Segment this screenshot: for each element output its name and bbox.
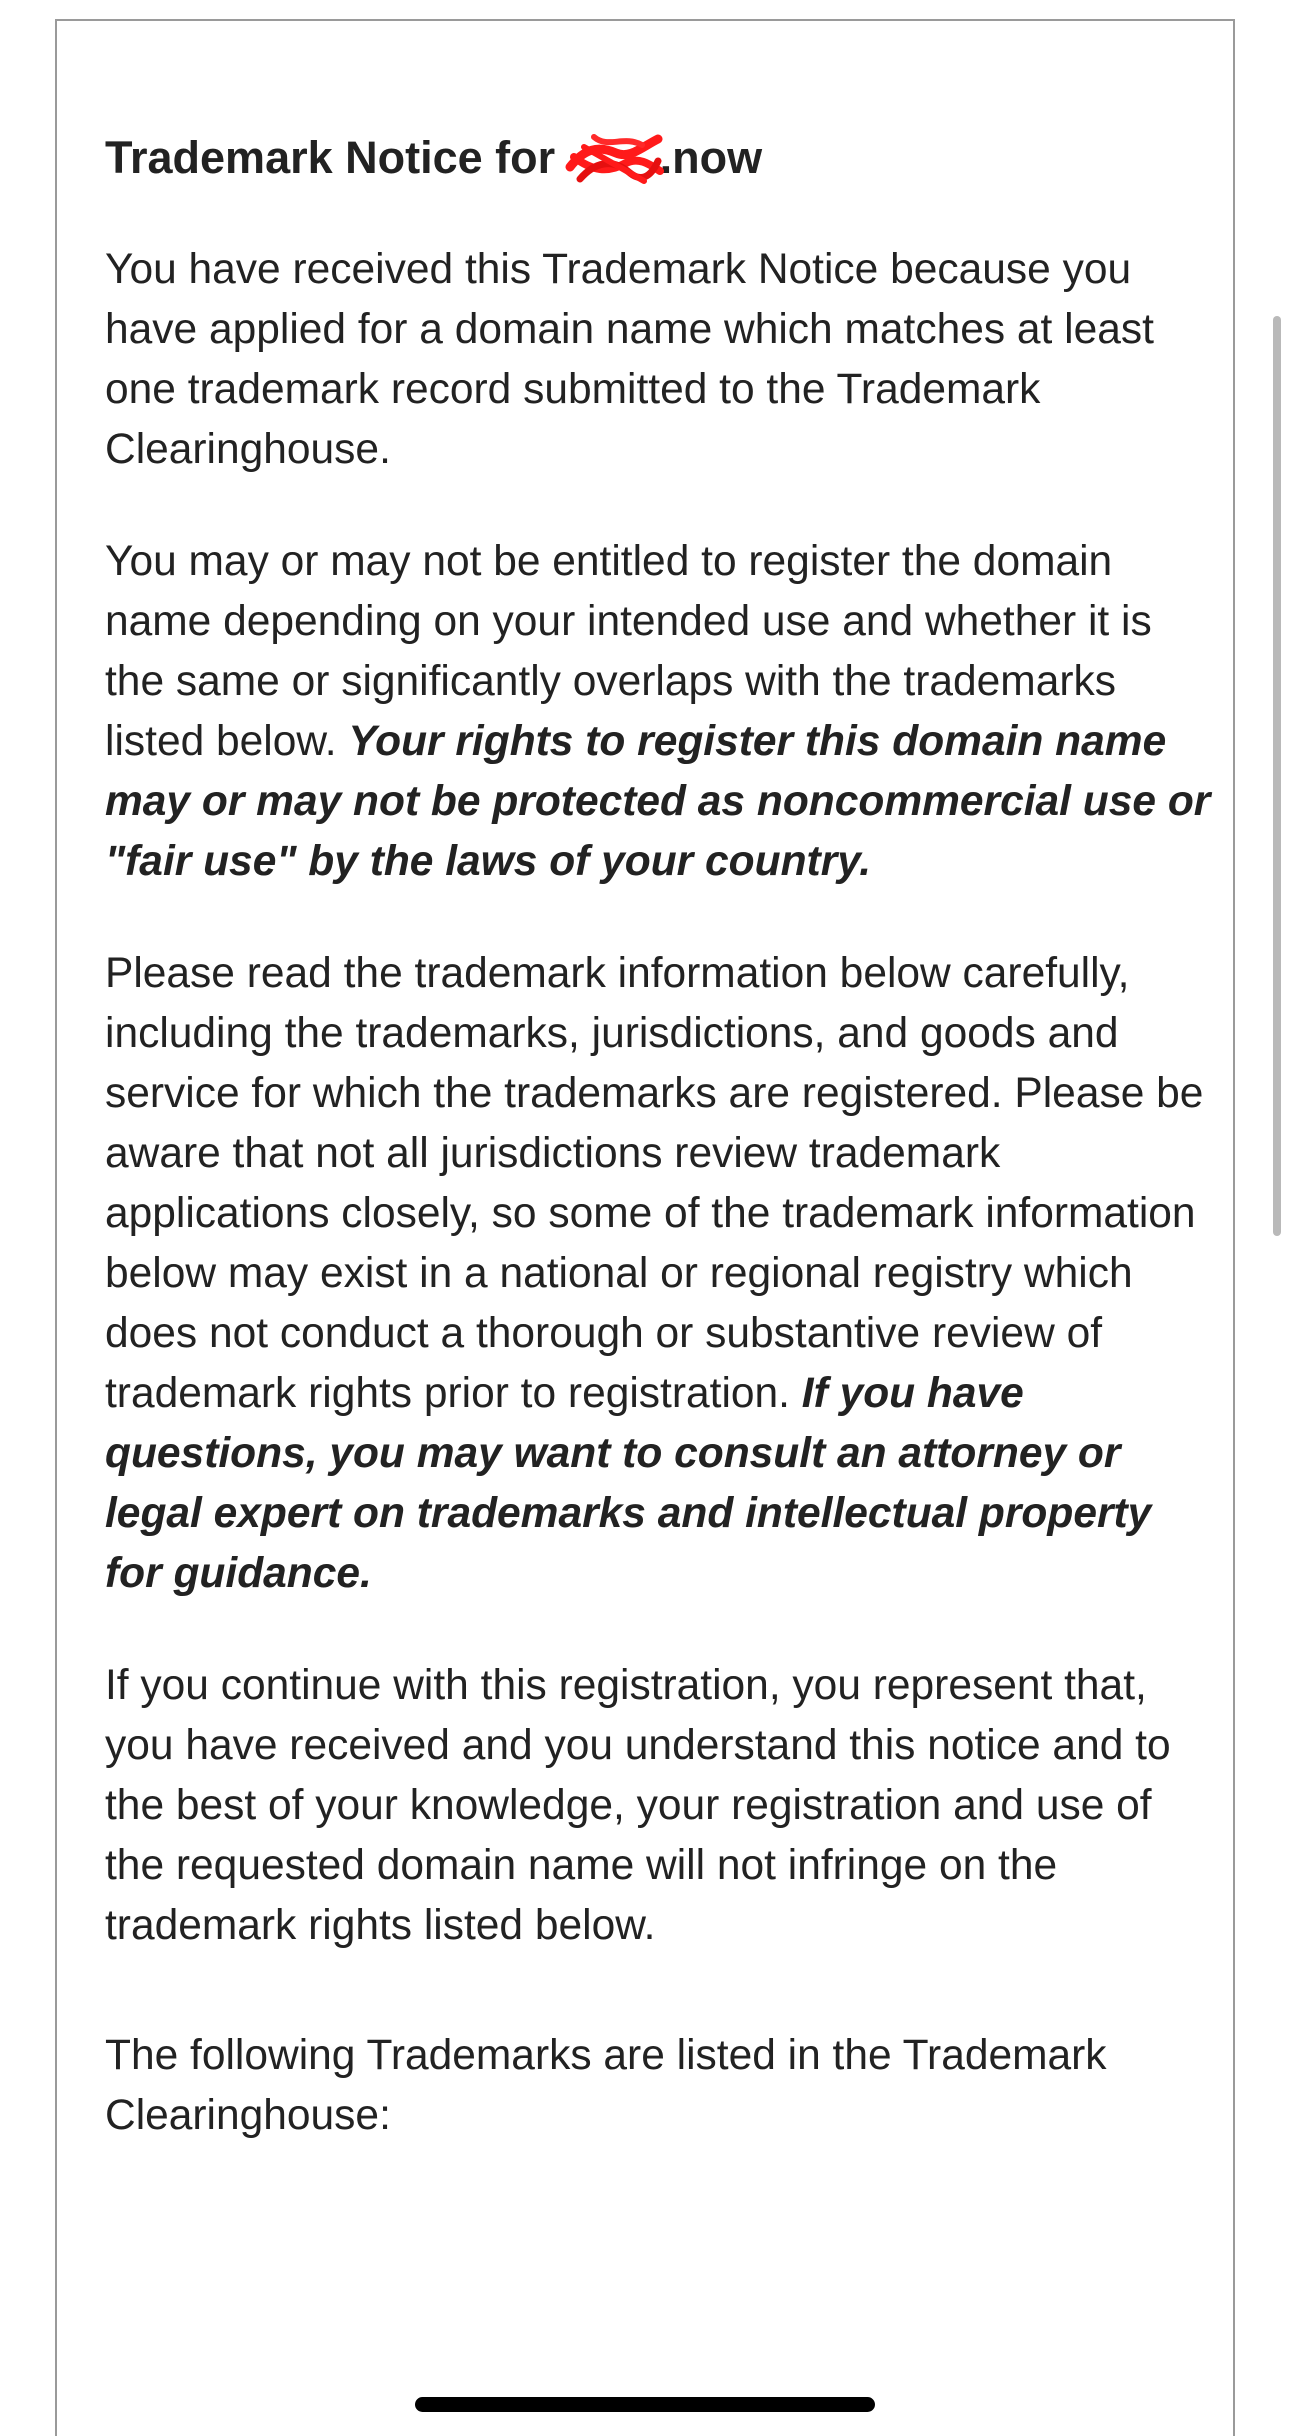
notice-paragraph-3-emphasis: If you have questions, you may want to consult an attorney or legal expert on trademarks and intellectual property for guidance. <box>105 1370 1152 1597</box>
notice-paragraph-2-text: You may or may not be entitled to register the domain name depending on your intended use and whether it is the same or significantly overlaps with the trademarks listed below. <box>105 538 1152 765</box>
notice-paragraph-3-text: Please read the trademark information below carefully, including the trademarks, jurisdictions, and goods and service for which the trademarks are registered. Please be aware that not all jurisdictions review trademark applications closely, so some of the trademark information below may exist in a national or regional registry which does not conduct a thorough or substantive review of trademark rights prior to registration. <box>105 950 1204 1417</box>
notice-content <box>105 131 1215 2198</box>
vertical-scrollbar[interactable] <box>1273 316 1281 1236</box>
trademark-notice-card <box>55 19 1235 2436</box>
notice-paragraph-5: The following Trademarks are listed in the Trademark Clearinghouse: <box>105 2032 1107 2139</box>
notice-title-prefix: Trademark Notice for <box>105 132 568 183</box>
notice-title-suffix: .now <box>659 132 763 183</box>
notice-title <box>105 131 1215 185</box>
notice-paragraph-2 <box>105 532 1215 892</box>
notice-paragraph-3 <box>105 944 1215 1604</box>
home-indicator[interactable] <box>415 2397 875 2412</box>
notice-paragraph-2-emphasis: Your rights to register this domain name may or may not be protected as noncommercial use or "fair use" by the laws of your country. <box>105 718 1211 885</box>
notice-paragraph-4: If you continue with this registration, you represent that, you have received and you understand this notice and to the best of your knowledge, your registration and use of the requested domain name will not infringe on the trademark rights listed below. <box>105 1662 1171 1949</box>
notice-paragraph-1: You have received this Trademark Notice because you have applied for a domain name which matches at least one trademark record submitted to the Trademark Clearinghouse. <box>105 246 1154 473</box>
redaction-scribble-icon <box>568 135 660 179</box>
